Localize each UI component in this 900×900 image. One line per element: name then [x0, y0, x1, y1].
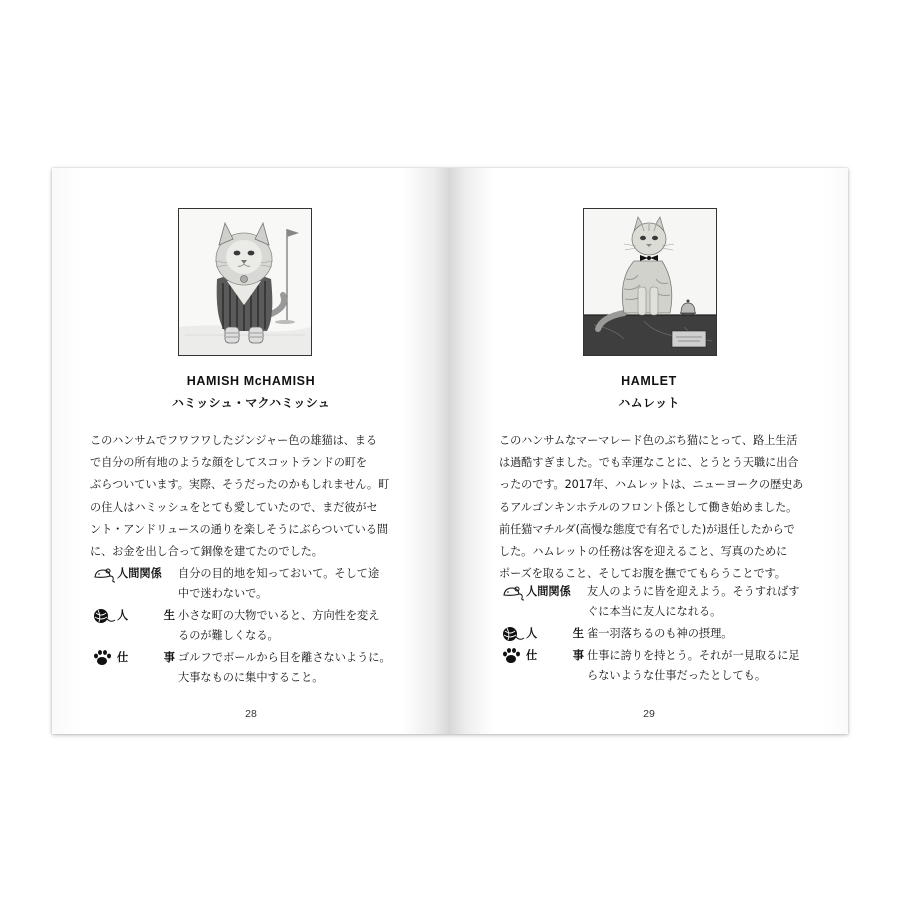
- fortune-text: [178, 606, 396, 646]
- description-line: ポーズを取ること、そしてお腹を撫でてもらうことです。: [499, 567, 786, 581]
- fortune-label: [526, 646, 584, 666]
- description-line: で自分の所有地のような顔をしてスコットランドの町を: [90, 456, 367, 470]
- description-line: の住人はハミッシュをとても愛していたので、まだ彼がセ: [90, 500, 378, 514]
- fortune-label-text: 人間関係: [117, 567, 162, 580]
- fortune-label: [117, 564, 175, 584]
- cat-name-english: HAMLET: [621, 374, 677, 388]
- mouse-icon: [92, 565, 116, 583]
- description-line: このハンサムなマーマレード色のぶち猫にとって、路上生活: [499, 434, 798, 447]
- description-line: ったのです。2017年、ハムレットは、ニューヨークの歴史あ: [499, 478, 804, 492]
- fortune-list: [499, 582, 805, 688]
- fortune-label: [117, 648, 175, 668]
- description-line: は過酷すぎました。でも幸運なことに、とうとう天職に出合: [499, 456, 799, 470]
- hamish-cat-illustration: [178, 208, 312, 356]
- fortune-line: 雀一羽落ちるのも神の摂理。: [587, 627, 733, 640]
- page-number: 29: [643, 708, 655, 720]
- fortune-line: 大事なものに集中すること。: [178, 671, 324, 684]
- fortune-line: ゴルフでボールから目を離さないように。: [178, 651, 391, 664]
- fortune-line: るのが難しくなる。: [178, 629, 279, 642]
- right-page: [450, 168, 848, 734]
- fortune-label-text: 事: [163, 651, 175, 664]
- fortune-label-text: 生: [163, 609, 175, 622]
- fortune-text: [178, 648, 396, 688]
- fortune-life: [499, 624, 805, 644]
- fortune-line: 友人のように皆を迎えよう。そうすればす: [587, 585, 800, 598]
- fortune-line: 自分の目的地を知っておいて。そして途: [178, 567, 380, 580]
- fortune-label: [526, 582, 584, 602]
- page-number: 28: [245, 708, 257, 720]
- cat-name-english: HAMISH McHAMISH: [186, 374, 316, 388]
- description-line: 前任猫マチルダ(高慢な態度で有名でした)が退任したからで: [499, 522, 795, 536]
- description-line: した。ハムレットの任務は客を迎えること、写真のために: [499, 545, 788, 559]
- fortune-work: [499, 646, 805, 686]
- hamlet-cat-illustration: [583, 208, 717, 356]
- fortune-work: [90, 648, 396, 688]
- fortune-relationships: [499, 582, 805, 622]
- fortune-text: [587, 624, 805, 644]
- cat-name-japanese: ハムレット: [618, 396, 680, 410]
- fortune-life: [90, 606, 396, 646]
- cat-name-japanese: ハミッシュ・マクハミッシュ: [171, 396, 331, 410]
- cat-description: [90, 430, 390, 563]
- fortune-line: 仕事に誇りを持とう。それが一見取るに足: [587, 649, 800, 662]
- fortune-label-text: 仕: [117, 651, 129, 664]
- fortune-line: 小さな町の大物でいると、方向性を変え: [178, 609, 380, 622]
- fortune-line: 中で迷わないで。: [178, 587, 268, 600]
- mouse-icon: [501, 583, 525, 601]
- yarn-ball-icon: [92, 607, 116, 625]
- description-line: ント・アンドリュースの通りを楽しそうにぶらついている間: [90, 522, 388, 536]
- fortune-label-text: 生: [572, 627, 584, 640]
- fortune-text: [587, 582, 805, 622]
- fortune-label-text: 人: [526, 627, 538, 640]
- fortune-label-text: 人間関係: [526, 585, 571, 598]
- description-line: ぶらついています。実際、そうだったのかもしれません。町: [90, 478, 390, 492]
- description-line: るアルゴンキンホテルのフロント係として働き始めました。: [499, 500, 798, 514]
- fortune-label-text: 人: [117, 609, 129, 622]
- cat-description: [499, 430, 804, 585]
- paw-icon: [501, 647, 525, 665]
- paw-icon: [92, 649, 116, 667]
- fortune-label-text: 事: [572, 649, 584, 662]
- fortune-list: [90, 564, 396, 690]
- fortune-label: [117, 606, 175, 626]
- description-line: このハンサムでフワフワしたジンジャー色の雄猫は、まる: [90, 434, 377, 447]
- fortune-line: ぐに本当に友人になれる。: [587, 605, 722, 618]
- left-page: [52, 168, 450, 734]
- fortune-line: らないような仕事だったとしても。: [587, 669, 767, 682]
- fortune-label-text: 仕: [526, 649, 538, 662]
- fortune-text: [178, 564, 396, 604]
- fortune-text: [587, 646, 805, 686]
- fortune-label: [526, 624, 584, 644]
- open-book: [52, 168, 848, 734]
- yarn-ball-icon: [501, 625, 525, 643]
- fortune-relationships: [90, 564, 396, 604]
- description-line: に、お金を出し合って銅像を建てたのでした。: [90, 545, 323, 559]
